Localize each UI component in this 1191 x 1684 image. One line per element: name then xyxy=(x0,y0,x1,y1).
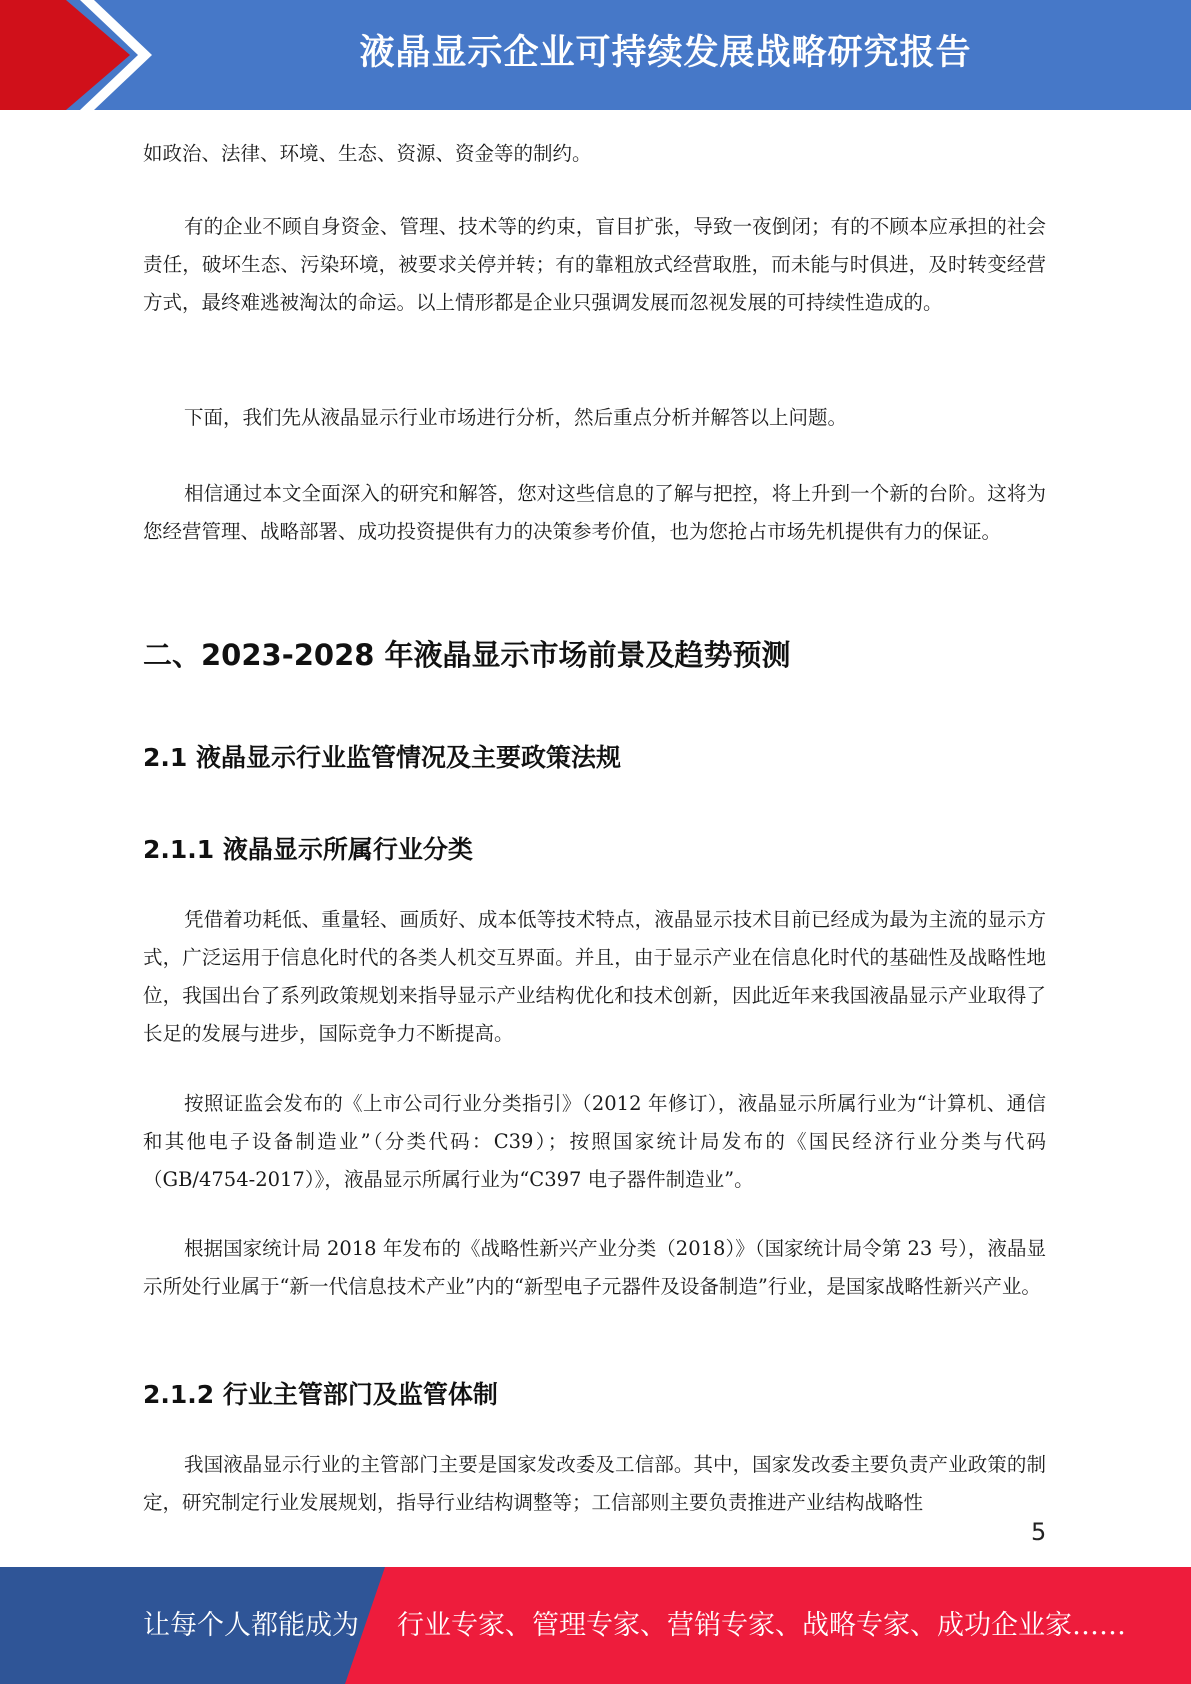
footer-slogan-left: 让每个人都能成为 xyxy=(143,1610,359,1641)
paragraph: 相信通过本文全面深入的研究和解答，您对这些信息的了解与把控，将上升到一个新的台阶。这将为您经营管理、战略部署、成功投资提供有力的决策参考价值，也为您抢占市场先机提供有力的保证。 xyxy=(143,482,1046,543)
page-footer xyxy=(0,1567,1191,1684)
report-title: 液晶显示企业可持续发展战略研究报告 xyxy=(359,33,972,73)
paragraph: 如政治、法律、环境、生态、资源、资金等的制约。 xyxy=(143,142,592,165)
subsubsection-heading: 2.1.1 液晶显示所属行业分类 xyxy=(143,835,473,864)
paragraph: 按照证监会发布的《上市公司行业分类指引》（2012 年修订），液晶显示所属行业为“计算机、通信和其他电子设备制造业”（分类代码：C39）；按照国家统计局发布的《国民经济行业分类与代码（GB/4754-2017）》，液晶显示所属行业为“C397 电子器件制造业”。 xyxy=(143,1092,1046,1191)
page-header xyxy=(0,0,1191,110)
section-heading: 二、2023-2028 年液晶显示市场前景及趋势预测 xyxy=(143,638,791,672)
page-number: 5 xyxy=(1031,1518,1047,1546)
paragraph: 下面，我们先从液晶显示行业市场进行分析，然后重点分析并解答以上问题。 xyxy=(184,406,848,429)
subsection-heading: 2.1 液晶显示行业监管情况及主要政策法规 xyxy=(143,743,621,772)
paragraph: 我国液晶显示行业的主管部门主要是国家发改委及工信部。其中，国家发改委主要负责产业政策的制定，研究制定行业发展规划，指导行业结构调整等；工信部则主要负责推进产业结构战略性 xyxy=(143,1453,1046,1514)
paragraph: 根据国家统计局 2018 年发布的《战略性新兴产业分类（2018）》（国家统计局令第 23 号），液晶显示所处行业属于“新一代信息技术产业”内的“新型电子元器件及设备制造”行业，是国家战略性新兴产业。 xyxy=(143,1237,1046,1298)
footer-slogan-right: 行业专家、管理专家、营销专家、战略专家、成功企业家…… xyxy=(397,1610,1126,1641)
subsubsection-heading: 2.1.2 行业主管部门及监管体制 xyxy=(143,1380,498,1409)
paragraph: 凭借着功耗低、重量轻、画质好、成本低等技术特点，液晶显示技术目前已经成为最为主流的显示方式，广泛运用于信息化时代的各类人机交互界面。并且，由于显示产业在信息化时代的基础性及战略性地位，我国出台了系列政策规划来指导显示产业结构优化和技术创新，因此近年来我国液晶显示产业取得了长足的发展与进步，国际竞争力不断提高。 xyxy=(143,908,1046,1045)
paragraph: 有的企业不顾自身资金、管理、技术等的约束，盲目扩张，导致一夜倒闭；有的不顾本应承担的社会责任，破坏生态、污染环境，被要求关停并转；有的靠粗放式经营取胜，而未能与时俱进，及时转变经营方式，最终难逃被淘汰的命运。以上情形都是企业只强调发展而忽视发展的可持续性造成的。 xyxy=(143,215,1046,314)
